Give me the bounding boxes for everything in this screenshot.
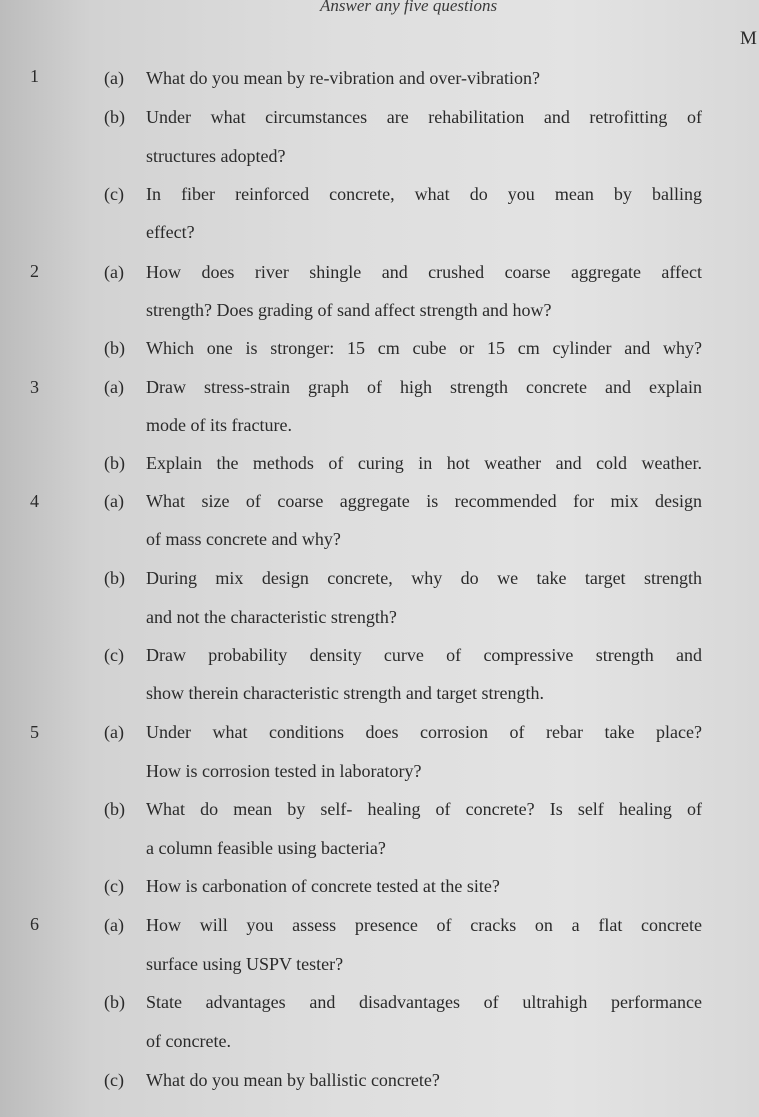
part-label: (b) <box>104 338 125 358</box>
part-label: (c) <box>104 184 124 204</box>
question-text: mode of its fracture. <box>146 415 292 435</box>
part-label: (b) <box>104 453 125 473</box>
question-text: of mass concrete and why? <box>146 529 341 549</box>
question-text: strength? Does grading of sand affect strength and how? <box>146 300 552 320</box>
question-text: show therein characteristic strength and target strength. <box>146 683 545 703</box>
question-text: How is corrosion tested in laboratory? <box>146 761 422 781</box>
question-number: 5 <box>30 722 39 742</box>
question-text: of concrete. <box>146 1031 231 1051</box>
question-text: In fiber reinforced concrete, what do you mean by balling <box>146 184 702 204</box>
question-text: What do you mean by re-vibration and over-vibration? <box>146 68 541 88</box>
part-label: (a) <box>104 722 124 742</box>
question-text: State advantages and disadvantages of ultrahigh performance <box>146 992 702 1012</box>
part-label: (c) <box>104 876 124 896</box>
part-label: (a) <box>104 491 124 511</box>
question-text: What size of coarse aggregate is recommended for mix design <box>146 491 702 511</box>
question-text: How is carbonation of concrete tested at the site? <box>146 876 500 896</box>
question-text: Draw stress-strain graph of high strength concrete and explain <box>146 377 702 397</box>
part-label: (a) <box>104 377 124 397</box>
part-label: (b) <box>104 568 125 588</box>
question-text: During mix design concrete, why do we take target strength <box>146 568 702 588</box>
part-label: (a) <box>104 915 124 935</box>
question-text: Explain the methods of curing in hot weather and cold weather. <box>146 453 702 473</box>
question-number: 4 <box>30 491 39 511</box>
question-number: 6 <box>30 914 39 934</box>
exam-instruction: Answer any five questions <box>320 0 498 15</box>
question-text: and not the characteristic strength? <box>146 607 397 627</box>
question-text: What do mean by self- healing of concrete? Is self healing of <box>146 799 702 819</box>
question-text: Under what circumstances are rehabilitation and retrofitting of <box>146 107 702 127</box>
question-text: structures adopted? <box>146 146 286 166</box>
question-text: How does river shingle and crushed coarse aggregate affect <box>146 262 702 282</box>
question-text: surface using USPV tester? <box>146 954 344 974</box>
marks-column-label: M <box>740 28 757 49</box>
part-label: (a) <box>104 262 124 282</box>
question-text: a column feasible using bacteria? <box>146 838 386 858</box>
part-label: (a) <box>104 68 124 88</box>
question-text: What do you mean by ballistic concrete? <box>146 1070 440 1090</box>
part-label: (c) <box>104 1070 124 1090</box>
part-label: (b) <box>104 799 125 819</box>
part-label: (b) <box>104 107 125 127</box>
question-text: Draw probability density curve of compressive strength and <box>146 645 702 665</box>
question-text: Which one is stronger: 15 cm cube or 15 cm cylinder and why? <box>146 338 702 358</box>
question-number: 1 <box>30 66 39 86</box>
part-label: (b) <box>104 992 125 1012</box>
question-text: Under what conditions does corrosion of rebar take place? <box>146 722 702 742</box>
question-number: 2 <box>30 261 39 281</box>
part-label: (c) <box>104 645 124 665</box>
question-number: 3 <box>30 377 39 397</box>
question-text: How will you assess presence of cracks on a flat concrete <box>146 915 702 935</box>
question-text: effect? <box>146 222 195 242</box>
